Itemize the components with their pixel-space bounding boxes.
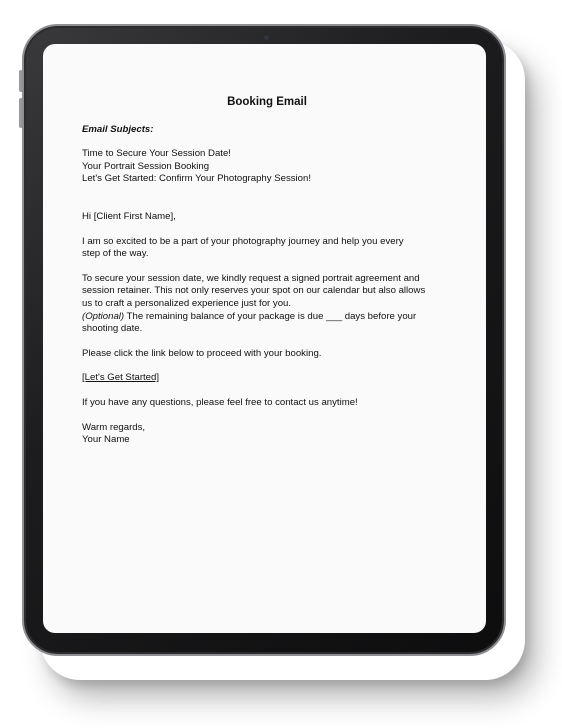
email-document — [82, 96, 452, 447]
tablet-screen — [43, 44, 486, 633]
subjects-list — [82, 148, 452, 186]
subjects-heading: Email Subjects: — [82, 123, 154, 135]
camera-icon — [264, 35, 269, 40]
optional-label: (Optional) — [82, 310, 125, 322]
optional-balance-line — [82, 311, 452, 324]
lets-get-started-link[interactable]: [Let's Get Started] — [82, 372, 160, 384]
link-container — [82, 372, 452, 385]
signature-name: Your Name — [82, 434, 130, 446]
paragraph-line: shooting date. — [82, 323, 143, 335]
document-title: Booking Email — [227, 96, 307, 108]
signoff: Warm regards, — [82, 421, 146, 433]
signature-block — [82, 422, 452, 447]
paragraph-cta: Please click the link below to proceed with your booking. — [82, 347, 322, 359]
optional-text: The remaining balance of your package is due ___ days before your — [124, 310, 417, 322]
paragraph-line: session retainer. This not only reserves your spot on our calendar but also allows — [82, 285, 426, 297]
paragraph-line: I am so excited to be a part of your photography journey and help you every — [82, 235, 404, 247]
greeting: Hi [Client First Name], — [82, 210, 176, 222]
paragraph-intro — [82, 236, 452, 261]
paragraph-line: To secure your session date, we kindly request a signed portrait agreement and — [82, 272, 420, 284]
subject-line: Let's Get Started: Confirm Your Photography Session! — [82, 173, 312, 185]
paragraph-line: step of the way. — [82, 248, 149, 260]
paragraph-retainer — [82, 273, 452, 336]
paragraph-questions: If you have any questions, please feel free to contact us anytime! — [82, 396, 358, 408]
subject-line: Your Portrait Session Booking — [82, 160, 210, 172]
subject-line: Time to Secure Your Session Date! — [82, 148, 231, 160]
paragraph-line: us to craft a personalized experience just for you. — [82, 297, 292, 309]
